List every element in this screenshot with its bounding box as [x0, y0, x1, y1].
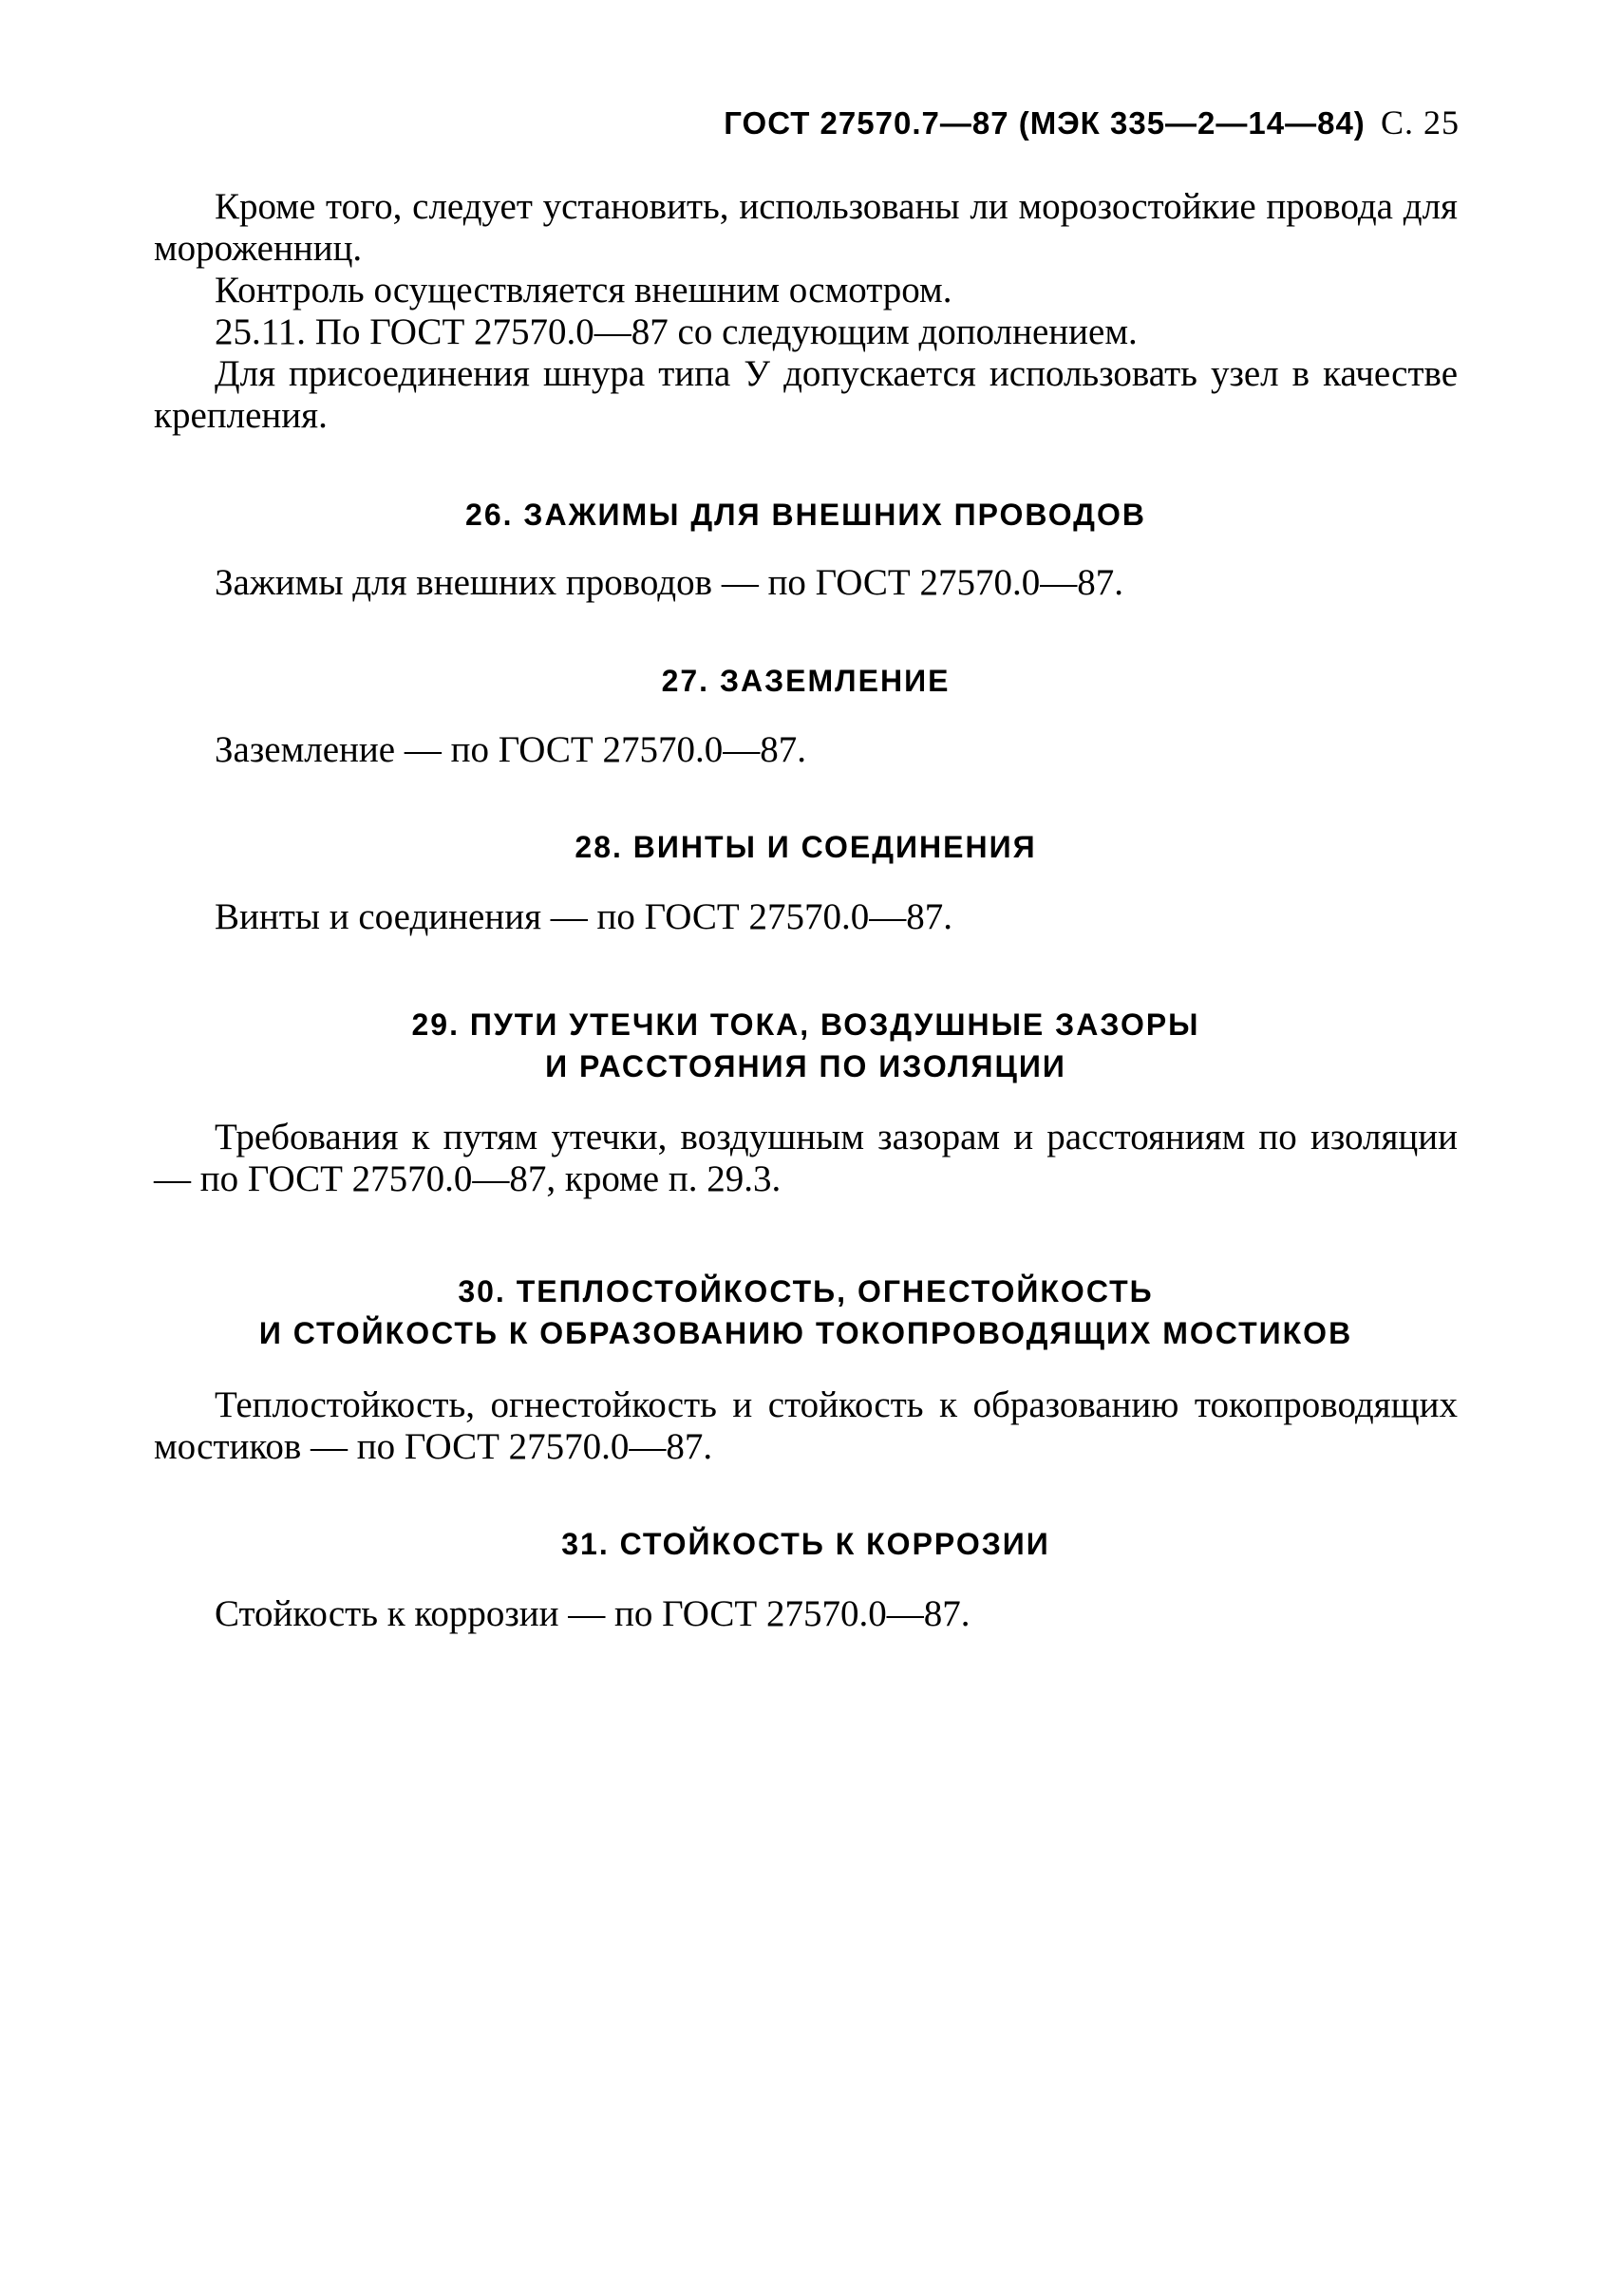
page-number: С. 25 — [1380, 104, 1460, 141]
intro-block — [154, 186, 1458, 437]
section-31-heading-line: 31. СТОЙКОСТЬ К КОРРОЗИИ — [561, 1527, 1050, 1561]
section-29-heading — [154, 1004, 1458, 1087]
section-29-body — [154, 1117, 1458, 1200]
section-30-heading-line-2: И СТОЙКОСТЬ К ОБРАЗОВАНИЮ ТОКОПРОВОДЯЩИХ МОСТИКОВ — [258, 1316, 1353, 1350]
section-31-heading — [154, 1523, 1458, 1565]
section-30-heading — [154, 1270, 1458, 1354]
section-27-text: Заземление — по ГОСТ 27570.0—87. — [215, 729, 806, 770]
intro-paragraph-inspection: Контроль осуществляется внешним осмотром. — [215, 270, 952, 311]
running-header — [724, 103, 1460, 142]
clause-25-11: 25.11. По ГОСТ 27570.0—87 со следующим дополнением. — [215, 311, 1138, 352]
section-28-heading — [154, 826, 1458, 868]
section-28-body — [154, 896, 1458, 938]
section-30-heading-line-1: 30. ТЕПЛОСТОЙКОСТЬ, ОГНЕСТОЙКОСТЬ — [458, 1274, 1154, 1308]
section-26-heading — [154, 494, 1458, 536]
section-30-text: Теплостойкость, огнестойкость и стойкость к образованию токопроводящих мостиков — по ГОСТ 27570.0—87. — [154, 1384, 1458, 1467]
section-29-heading-line-2: И РАССТОЯНИЯ ПО ИЗОЛЯЦИИ — [545, 1049, 1066, 1083]
section-26-heading-line: 26. ЗАЖИМЫ ДЛЯ ВНЕШНИХ ПРОВОДОВ — [465, 498, 1146, 532]
section-28-heading-line: 28. ВИНТЫ И СОЕДИНЕНИЯ — [575, 830, 1037, 864]
intro-paragraph-knot: Для присоединения шнура типа У допускается использовать узел в качестве крепления. — [154, 353, 1458, 436]
section-31-text: Стойкость к коррозии — по ГОСТ 27570.0—87. — [215, 1593, 971, 1634]
running-title: ГОСТ 27570.7—87 (МЭК 335—2—14—84) — [724, 105, 1366, 141]
section-29-text: Требования к путям утечки, воздушным зазорам и расстояниям по изоляции — по ГОСТ 27570.0—87, кроме п. 29.3. — [154, 1117, 1458, 1199]
intro-paragraph-frost-resistant: Кроме того, следует установить, использованы ли морозостойкие провода для мороженниц. — [154, 186, 1458, 269]
section-26-body — [154, 562, 1458, 604]
section-26-text: Зажимы для внешних проводов — по ГОСТ 27570.0—87. — [215, 562, 1123, 603]
section-29-heading-line-1: 29. ПУТИ УТЕЧКИ ТОКА, ВОЗДУШНЫЕ ЗАЗОРЫ — [411, 1007, 1200, 1042]
section-31-body — [154, 1593, 1458, 1635]
section-28-text: Винты и соединения — по ГОСТ 27570.0—87. — [215, 896, 952, 937]
section-27-body — [154, 729, 1458, 771]
section-27-heading — [154, 660, 1458, 702]
section-30-body — [154, 1384, 1458, 1468]
section-27-heading-line: 27. ЗАЗЕМЛЕНИЕ — [661, 664, 951, 698]
